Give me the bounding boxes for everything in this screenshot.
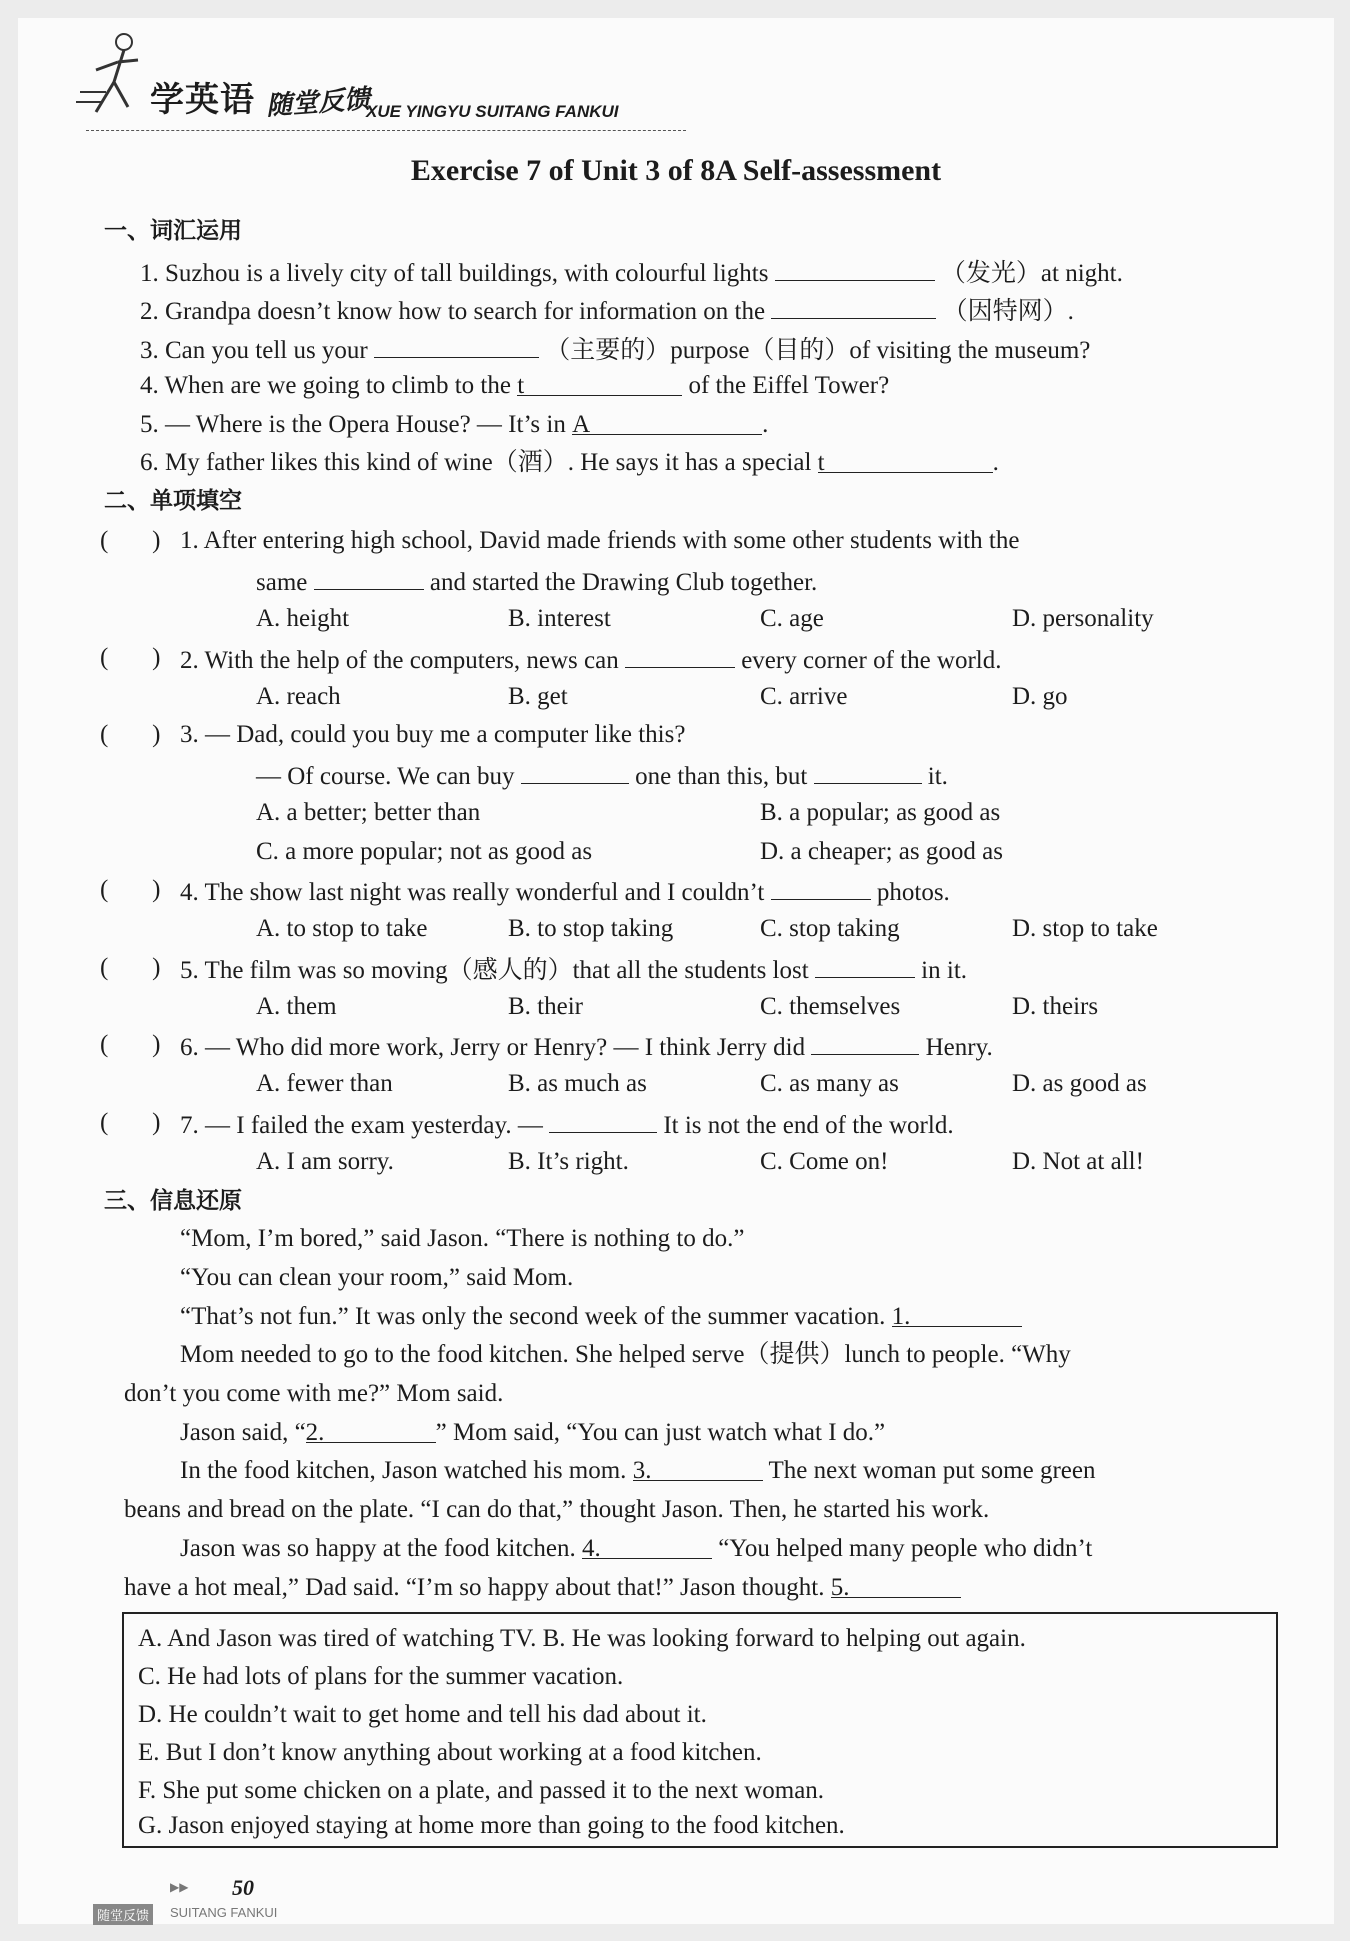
answer-bracket[interactable]: ( ): [100, 876, 161, 903]
mc-q2-option-a: A. reach: [256, 683, 341, 710]
answer-blank[interactable]: [811, 1030, 919, 1055]
vocab-q1: 1. Suzhou is a lively city of tall buildings, with colourful lights （发光）at night.: [140, 256, 1123, 289]
mc-q1-option-c: C. age: [760, 605, 824, 632]
answer-blank[interactable]: 4.: [582, 1534, 712, 1559]
option-line: E. But I don’t know anything about working at a food kitchen.: [138, 1739, 762, 1766]
mc-q5-option-b: B. their: [508, 993, 583, 1020]
options-box: [122, 1612, 1278, 1848]
mc-q3-option-a: A. a better; better than: [256, 799, 481, 826]
mc-q4-option-b: B. to stop taking: [508, 915, 674, 942]
mc-q1-stem: 1. After entering high school, David made friends with some other students with the: [180, 527, 1020, 554]
vocab-q6: 6. My father likes this kind of wine（酒）. He says it has a special t .: [140, 449, 999, 476]
mc-q5-option-d: D. theirs: [1012, 993, 1099, 1020]
passage-line: don’t you come with me?” Mom said.: [124, 1380, 504, 1407]
mc-q3-option-d: D. a cheaper; as good as: [760, 838, 1003, 865]
mc-q7-option-b: B. It’s right.: [508, 1148, 629, 1175]
mc-q7-option-d: D. Not at all!: [1012, 1148, 1144, 1175]
answer-blank[interactable]: [771, 875, 871, 900]
answer-blank[interactable]: 1.: [892, 1302, 1022, 1327]
vocab-q5: 5. — Where is the Opera House? — It’s in A .: [140, 411, 769, 438]
answer-bracket[interactable]: ( ): [100, 1109, 161, 1136]
vocab-q2: 2. Grandpa doesn’t know how to search for information on the （因特网）.: [140, 294, 1074, 327]
answer-blank[interactable]: t: [517, 371, 682, 396]
answer-blank[interactable]: [771, 294, 936, 319]
mc-q1-option-b: B. interest: [508, 605, 611, 632]
mc-q2-option-d: D. go: [1012, 683, 1068, 710]
passage-line: Jason was so happy at the food kitchen. 4. “You helped many people who didn’t: [180, 1535, 1093, 1562]
page-title: Exercise 7 of Unit 3 of 8A Self-assessment: [410, 154, 942, 187]
answer-blank[interactable]: [374, 333, 539, 358]
answer-blank[interactable]: [814, 759, 922, 784]
worksheet-page: [18, 18, 1334, 1924]
option-line: G. Jason enjoyed staying at home more than going to the food kitchen.: [138, 1812, 845, 1839]
double-arrow-icon: ▶▶: [170, 1880, 189, 1894]
passage-line: “That’s not fun.” It was only the second week of the summer vacation. 1.: [180, 1302, 1022, 1332]
answer-blank[interactable]: [314, 565, 424, 590]
answer-bracket[interactable]: ( ): [100, 644, 161, 671]
mc-q7-option-a: A. I am sorry.: [256, 1148, 394, 1175]
option-line: C. He had lots of plans for the summer vacation.: [138, 1663, 624, 1690]
passage-line: “You can clean your room,” said Mom.: [180, 1264, 574, 1291]
passage-line: beans and bread on the plate. “I can do that,” thought Jason. Then, he started his work.: [124, 1496, 990, 1523]
mc-q2-option-b: B. get: [508, 683, 568, 710]
mc-q1-option-d: D. personality: [1012, 605, 1154, 632]
passage-line: Mom needed to go to the food kitchen. She helped serve（提供）lunch to people. “Why: [180, 1341, 1071, 1368]
brand-pinyin: XUE YINGYU SUITANG FANKUI: [366, 102, 619, 121]
passage-line: Jason said, “2. ” Mom said, “You can just watch what I do.”: [180, 1419, 886, 1446]
mc-q7-stem: 7. — I failed the exam yesterday. — It is not the end of the world.: [180, 1108, 954, 1141]
answer-blank[interactable]: [815, 953, 915, 978]
footer-tag-pinyin: SUITANG FANKUI: [170, 1905, 278, 1920]
brand-cn-script: 随堂反馈: [265, 84, 372, 122]
vocab-q4: 4. When are we going to climb to the t of the Eiffel Tower?: [140, 372, 890, 399]
mc-q6-option-c: C. as many as: [760, 1070, 899, 1097]
mc-q1-stem2: same and started the Drawing Club together.: [256, 565, 817, 598]
answer-bracket[interactable]: ( ): [100, 721, 161, 748]
mc-q4-stem: 4. The show last night was really wonderful and I couldn’t photos.: [180, 875, 950, 908]
answer-blank[interactable]: [549, 1108, 657, 1133]
answer-blank[interactable]: t: [818, 448, 993, 473]
answer-blank[interactable]: 5.: [831, 1573, 961, 1598]
mc-q6-option-b: B. as much as: [508, 1070, 647, 1097]
option-line: A. And Jason was tired of watching TV. B. He was looking forward to helping out again.: [138, 1625, 1026, 1652]
mc-q2-stem: 2. With the help of the computers, news can every corner of the world.: [180, 643, 1002, 676]
runner-logo-icon: [66, 22, 156, 132]
section3-heading: 三、信息还原: [104, 1188, 242, 1214]
footer-tag: 随堂反馈: [93, 1904, 153, 1925]
mc-q6-option-d: D. as good as: [1012, 1070, 1147, 1097]
header-divider: [86, 130, 686, 131]
mc-q5-option-a: A. them: [256, 993, 337, 1020]
answer-bracket[interactable]: ( ): [100, 954, 161, 981]
header-banner: [66, 22, 706, 132]
brand-cn: 学英语: [150, 80, 255, 120]
mc-q6-stem: 6. — Who did more work, Jerry or Henry? — I think Jerry did Henry.: [180, 1030, 993, 1063]
mc-q5-stem: 5. The film was so moving（感人的）that all the students lost in it.: [180, 953, 967, 986]
mc-q2-option-c: C. arrive: [760, 683, 848, 710]
option-line: F. She put some chicken on a plate, and passed it to the next woman.: [138, 1777, 825, 1804]
passage-line: In the food kitchen, Jason watched his mom. 3. The next woman put some green: [180, 1457, 1096, 1484]
answer-blank[interactable]: [521, 759, 629, 784]
answer-blank[interactable]: [775, 256, 935, 281]
mc-q1-option-a: A. height: [256, 605, 350, 632]
mc-q3-stem: 3. — Dad, could you buy me a computer like this?: [180, 721, 686, 748]
answer-blank[interactable]: 3.: [633, 1456, 763, 1481]
answer-bracket[interactable]: ( ): [100, 527, 161, 554]
mc-q5-option-c: C. themselves: [760, 993, 901, 1020]
mc-q3-stem2: — Of course. We can buy one than this, but it.: [256, 759, 948, 792]
answer-blank[interactable]: A: [572, 410, 762, 435]
section2-heading: 二、单项填空: [104, 488, 242, 514]
answer-blank[interactable]: 2.: [306, 1418, 436, 1443]
option-line: D. He couldn’t wait to get home and tell his dad about it.: [138, 1701, 707, 1728]
mc-q4-option-c: C. stop taking: [760, 915, 900, 942]
page-number: 50: [232, 1875, 254, 1900]
answer-blank[interactable]: [625, 643, 735, 668]
mc-q7-option-c: C. Come on!: [760, 1148, 889, 1175]
mc-q3-option-c: C. a more popular; not as good as: [256, 838, 593, 865]
section1-heading: 一、词汇运用: [104, 218, 242, 244]
mc-q3-option-b: B. a popular; as good as: [760, 799, 1001, 826]
mc-q4-option-d: D. stop to take: [1012, 915, 1158, 942]
mc-q4-option-a: A. to stop to take: [256, 915, 428, 942]
passage-line: have a hot meal,” Dad said. “I’m so happy about that!” Jason thought. 5.: [124, 1573, 961, 1603]
answer-bracket[interactable]: ( ): [100, 1031, 161, 1058]
passage-line: “Mom, I’m bored,” said Jason. “There is nothing to do.”: [180, 1225, 745, 1252]
mc-q6-option-a: A. fewer than: [256, 1070, 393, 1097]
vocab-q3: 3. Can you tell us your （主要的）purpose（目的）of visiting the museum?: [140, 333, 1090, 366]
